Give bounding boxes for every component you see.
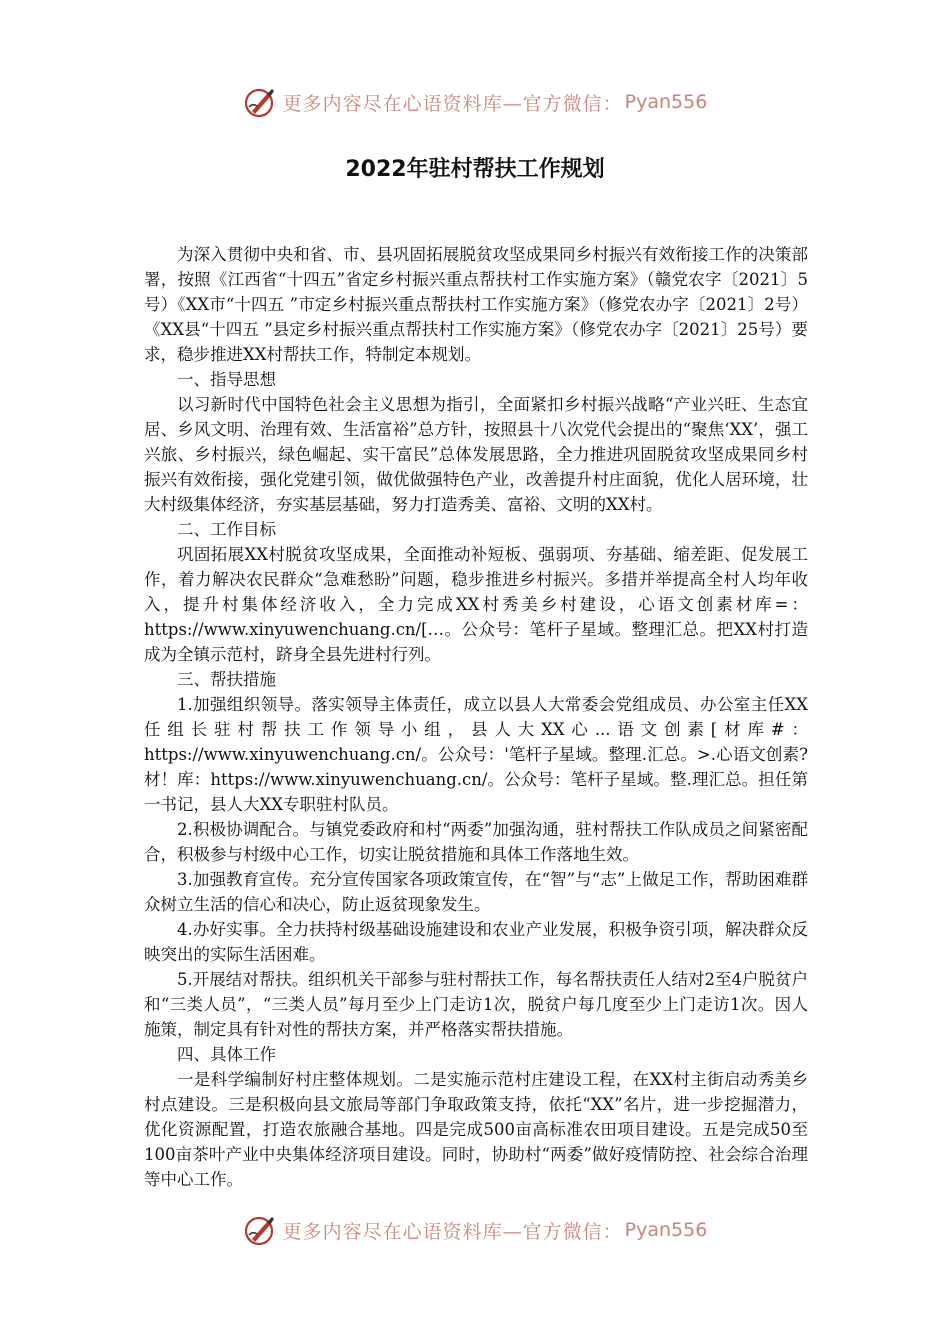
measure-2-paragraph: 2.积极协调配合。与镇党委政府和村“两委”加强沟通，驻村帮扶工作队成员之间紧密配合，积极参与村级中心工作，切实让脱贫措施和具体工作落地生效。 <box>144 820 808 864</box>
measure-5-paragraph: 5.开展结对帮扶。组织机关干部参与驻村帮扶工作，每名帮扶责任人结对2至4户脱贫户和“三类人员”，“三类人员”每月至少上门走访1次，脱贫户每几度至少上门走访1次。因人施策，制定具有针对性的帮扶方案，并严格落实帮扶措施。 <box>144 970 808 1039</box>
footer-wechat-id: Pyan556 <box>624 1219 708 1241</box>
footer-banner-text: 更多内容尽在心语资料库—官方微信： <box>282 1220 623 1243</box>
section-heading-specific-work: 四、具体工作 <box>177 1045 276 1064</box>
pen-logo-icon <box>243 85 277 119</box>
section-heading-guiding-ideology: 一、指导思想 <box>177 370 276 389</box>
document-title: 2022年驻村帮扶工作规划 <box>345 157 605 182</box>
section-heading-measures: 三、帮扶措施 <box>177 670 276 689</box>
guiding-ideology-paragraph: 以习新时代中国特色社会主义思想为指引，全面紧扣乡村振兴战略“产业兴旺、生态宜居、乡风文明、治理有效、生活富裕”总方针，按照县十八次党代会提出的“聚焦‘XX’，强工兴旅、乡村振兴，绿色崛起、实干富民”总体发展思路，全力推进巩固脱贫攻坚成果同乡村振兴有效衔接，强化党建引领，做优做强特色产业，改善提升村庄面貌，优化人居环境，壮大村级集体经济，夯实基层基础，努力打造秀美、富裕、文明的XX村。 <box>144 395 808 514</box>
document-body <box>144 242 808 1192</box>
measure-4-paragraph: 4.办好实事。全力扶持村级基础设施建设和农业产业发展，积极争资引项，解决群众反映突出的实际生活困难。 <box>144 920 808 964</box>
work-goals-paragraph: 巩固拓展XX村脱贫攻坚成果，全面推动补短板、强弱项、夯基础、缩差距、促发展工作，着力解决农民群众“急难愁盼”问题，稳步推进乡村振兴。多措并举提高全村人均年收入，提升村集体经济收入，全力完成XX村秀美乡村建设，心语文创素材库=：https://www.xinyuwenchuang.cn/[…。公众号：笔杆子星域。整理汇总。把XX村打造成为全镇示范村，跻身全县先进村行列。 <box>144 545 808 664</box>
header-wechat-id: Pyan556 <box>624 91 708 113</box>
header-banner <box>0 80 950 124</box>
footer-banner <box>0 1208 950 1252</box>
section-heading-work-goals: 二、工作目标 <box>177 520 276 539</box>
measure-1-paragraph: 1.加强组织领导。落实领导主体责任，成立以县人大常委会党组成员、办公室主任XX任组长驻村帮扶工作领导小组，县人大XX心...语文创素[材库#：https://www.xinyuwenchuang.cn/。公众号：'笔杆子星域。整理.汇总。>.心语文创素?材！库：https://www.xinyuwenchuang.cn/。公众号：笔杆子星域。整.理汇总。担任第一书记，县人大XX专职驻村队员。 <box>144 695 808 814</box>
header-banner-text: 更多内容尽在心语资料库—官方微信： <box>282 92 623 115</box>
intro-paragraph: 为深入贯彻中央和省、市、县巩固拓展脱贫攻坚成果同乡村振兴有效衔接工作的决策部署，按照《江西省“十四五”省定乡村振兴重点帮扶村工作实施方案》（赣党农字〔2021〕5号）《XX市“十四五 ”市定乡村振兴重点帮扶村工作实施方案》（修党农办字〔2021〕2号）《XX县“十四五 ”县定乡村振兴重点帮扶村工作实施方案》（修党农办字〔2021〕25号）要求，稳步推进XX村帮扶工作，特制定本规划。 <box>144 245 808 364</box>
measure-3-paragraph: 3.加强教育宣传。充分宣传国家各项政策宣传，在“智”与“志”上做足工作，帮助困难群众树立生活的信心和决心，防止返贫现象发生。 <box>144 870 808 914</box>
specific-work-paragraph: 一是科学编制好村庄整体规划。二是实施示范村庄建设工程，在XX村主街启动秀美乡村点建设。三是积极向县文旅局等部门争取政策支持，依托“XX”名片，进一步挖掘潜力，优化资源配置，打造农旅融合基地。四是完成500亩高标准农田项目建设。五是完成50至100亩茶叶产业中央集体经济项目建设。同时，协助村“两委”做好疫情防控、社会综合治理等中心工作。 <box>144 1070 808 1189</box>
pen-logo-icon <box>243 1213 277 1247</box>
